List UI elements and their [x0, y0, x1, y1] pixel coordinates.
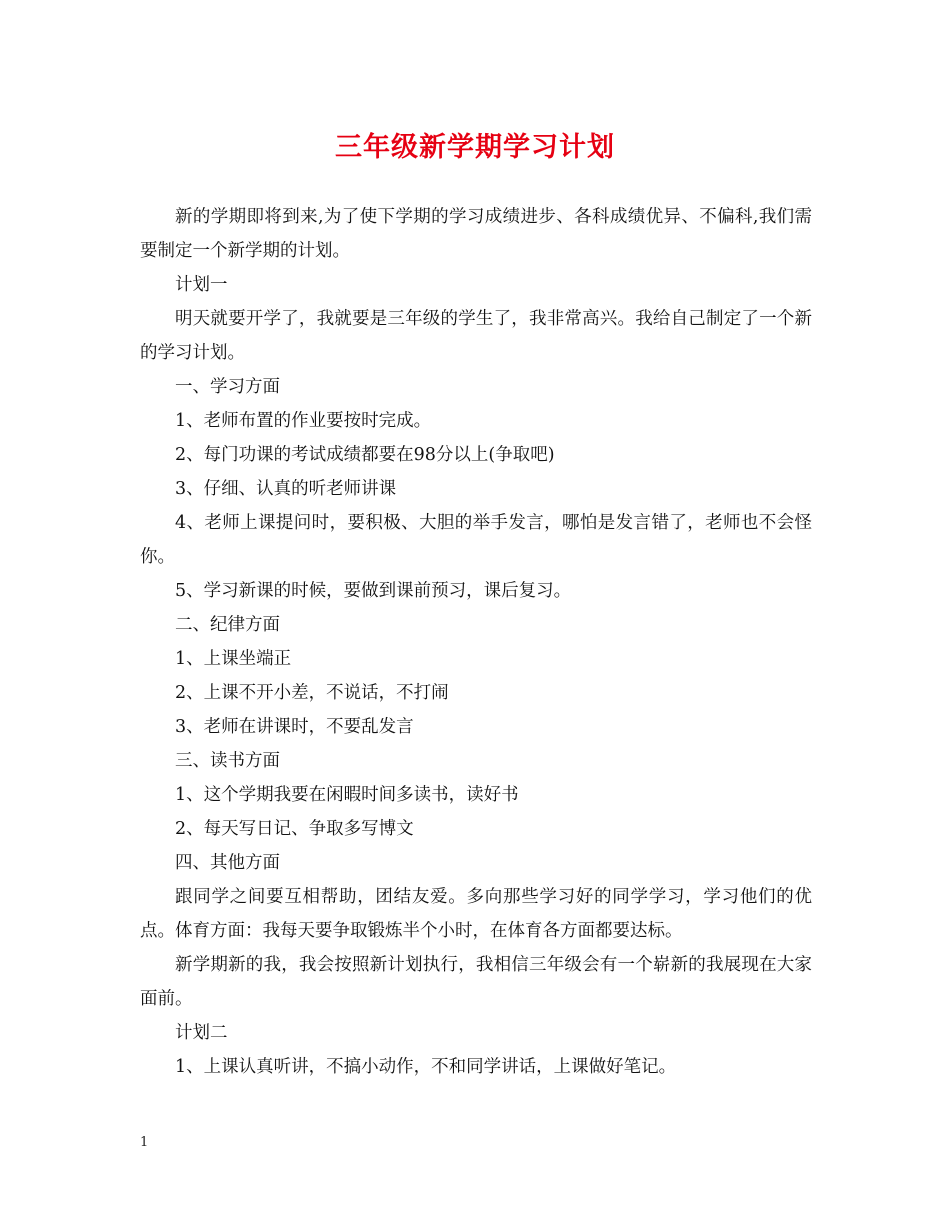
list-item: 3、老师在讲课时，不要乱发言	[175, 717, 414, 737]
list-item: 2、上课不开小差，不说话，不打闹	[175, 683, 449, 703]
paragraph-plan-one-heading: 计划一	[175, 275, 228, 295]
paragraph-intro: 新的学期即将到来,为了使下学期的学习成绩进步、各科成绩优异、不偏科,我们需要制定一个新学期的计划。	[140, 207, 812, 261]
paragraph-conclusion: 新学期新的我，我会按照新计划执行，我相信三年级会有一个崭新的我展现在大家面前。	[140, 955, 812, 1009]
section-heading-discipline: 二、纪律方面	[175, 615, 280, 635]
page-number: 1	[140, 1135, 149, 1150]
paragraph-other: 跟同学之间要互相帮助，团结友爱。多向那些学习好的同学学习，学习他们的优点。体育方面：我每天要争取锻炼半个小时，在体育各方面都要达标。	[140, 887, 812, 941]
document-body	[140, 200, 812, 1084]
list-item: 4、老师上课提问时，要积极、大胆的举手发言，哪怕是发言错了，老师也不会怪你。	[140, 513, 812, 567]
list-item: 1、这个学期我要在闲暇时间多读书，读好书	[175, 785, 519, 805]
paragraph-plan-one-intro: 明天就要开学了，我就要是三年级的学生了，我非常高兴。我给自己制定了一个新的学习计划。	[140, 309, 812, 363]
section-heading-other: 四、其他方面	[175, 853, 280, 873]
list-item: 3、仔细、认真的听老师讲课	[175, 479, 397, 499]
list-item: 5、学习新课的时候，要做到课前预习，课后复习。	[175, 581, 572, 601]
list-item: 1、上课认真听讲，不搞小动作，不和同学讲话，上课做好笔记。	[175, 1057, 677, 1077]
paragraph-plan-two-heading: 计划二	[175, 1023, 228, 1043]
document-title: 三年级新学期学习计划	[335, 132, 615, 163]
list-item: 2、每门功课的考试成绩都要在98分以上(争取吧)	[175, 445, 555, 465]
section-heading-reading: 三、读书方面	[175, 751, 280, 771]
list-item: 1、老师布置的作业要按时完成。	[175, 411, 432, 431]
list-item: 1、上课坐端正	[175, 649, 292, 669]
section-heading-study: 一、学习方面	[175, 377, 280, 397]
list-item: 2、每天写日记、争取多写博文	[175, 819, 414, 839]
